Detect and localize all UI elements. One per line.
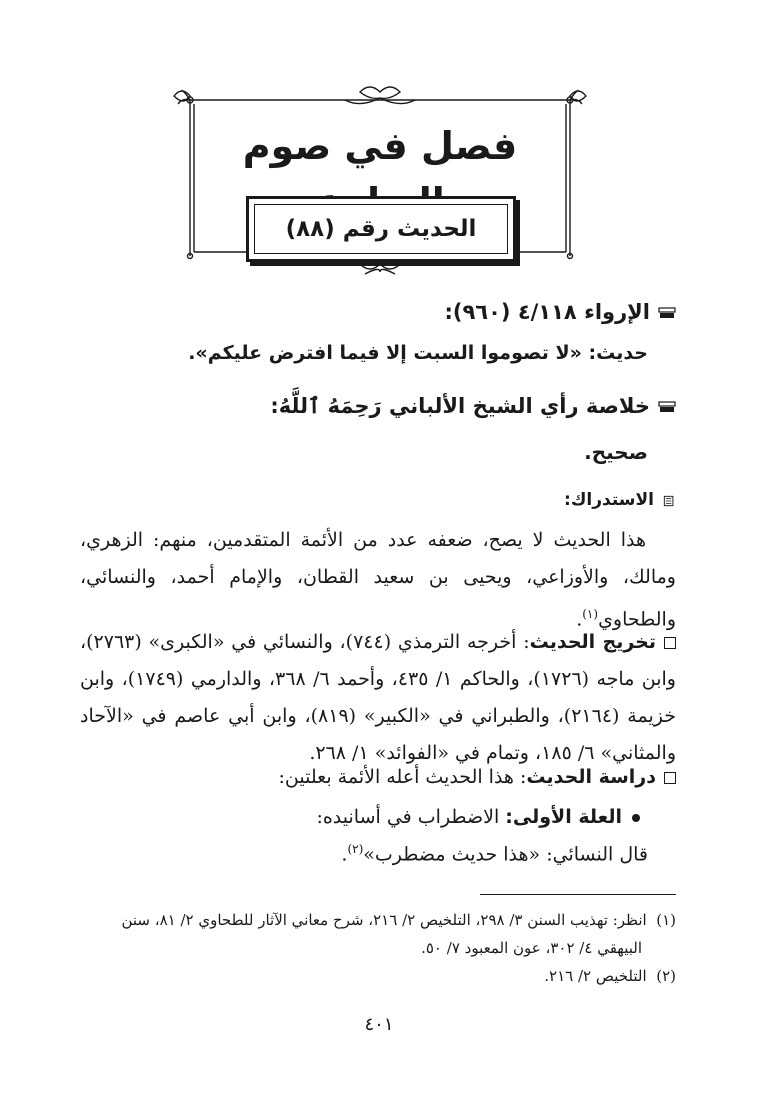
nasai-quote-end: .: [341, 843, 348, 866]
footnote-ref-1: (١): [582, 607, 599, 621]
illa-1-text: الاضطراب في أسانيده:: [316, 806, 506, 828]
footnote-2-num: (٢): [656, 967, 676, 985]
takhrij-text: : أخرجه الترمذي (٧٤٤)، والنسائي في «الكبرى» (٢٧٦٣)، وابن ماجه (١٧٢٦)، والحاكم ١/ ٤٣٥، وأحمد ٦/ ٣٦٨، والدارمي (١٧٤٩)، وابن خزيمة (٢١٦٤)، والطبراني في «الكبير» (٨١٩)، وابن أبي عاصم في «الآحاد والمثاني» ٦/ ١٨٥، وتمام في «الفوائد» ١/ ٢٦٨.: [80, 631, 676, 764]
page-icon: [662, 494, 676, 508]
takhrij-paragraph: [80, 624, 676, 772]
square-bullet-icon: [664, 772, 676, 784]
dirasa-label: دراسة الحديث: [526, 766, 656, 788]
footnote-1: [80, 906, 676, 962]
square-bullet-icon: [664, 637, 676, 649]
round-bullet-icon: [632, 814, 640, 822]
istidrak-end: .: [576, 608, 583, 631]
footnote-2-text: التلخيص ٢/ ٢١٦.: [544, 967, 647, 985]
summary-heading-line: [270, 394, 676, 418]
takhrij-label: تخريج الحديث: [529, 631, 656, 653]
irwaa-heading-line: [444, 300, 676, 324]
irwaa-heading: الإرواء ٤/١١٨ (٩٦٠):: [444, 300, 650, 324]
illa-1-label: العلة الأولى:: [505, 806, 622, 828]
chapter-title: فصل في صوم: [242, 124, 518, 168]
hadith-text: حديث: «لا تصوموا السبت إلا فيما افترض عليكم».: [188, 342, 648, 364]
hadith-number: الحديث رقم (٨٨): [285, 216, 477, 242]
page-number: ٤٠١: [364, 1014, 394, 1035]
illa-1-line: [316, 806, 640, 828]
nasai-quote: قال النسائي: «هذا حديث مضطرب»: [363, 843, 648, 866]
istidrak-heading-line: [564, 490, 676, 510]
footnote-ref-2: (٢): [347, 842, 364, 856]
footnote-1-num: (١): [656, 911, 676, 929]
books-icon: [658, 400, 676, 414]
footnote-divider: [480, 894, 676, 895]
hadith-number-box: [246, 196, 516, 262]
istidrak-heading: الاستدراك:: [564, 490, 654, 510]
istidrak-text: هذا الحديث لا يصح، ضعفه عدد من الأئمة المتقدمين، منهم: الزهري، ومالك، والأوزاعي، ويحيى بن سعيد القطان، والإمام أحمد، والنسائي، والطحاوي: [80, 529, 676, 631]
verdict: صحيح.: [584, 440, 648, 464]
nasai-quote-line: [341, 842, 648, 865]
summary-heading: خلاصة رأي الشيخ الألباني رَحِمَهُ ٱللَّهُ:: [270, 394, 650, 418]
footnote-2: [80, 962, 676, 990]
hadith-number-box-inner: [254, 204, 508, 254]
footnote-1-text: انظر: تهذيب السنن ٣/ ٢٩٨، التلخيص ٢/ ٢١٦، شرح معاني الآثار للطحاوي ٢/ ٨١، سنن البيهقي ٤/ ٣٠٢، عون المعبود ٧/ ٥٠.: [121, 911, 647, 957]
books-icon: [658, 306, 676, 320]
dirasa-line: [279, 766, 676, 788]
dirasa-text: : هذا الحديث أعله الأئمة بعلتين:: [278, 766, 527, 788]
istidrak-paragraph: [80, 522, 676, 638]
